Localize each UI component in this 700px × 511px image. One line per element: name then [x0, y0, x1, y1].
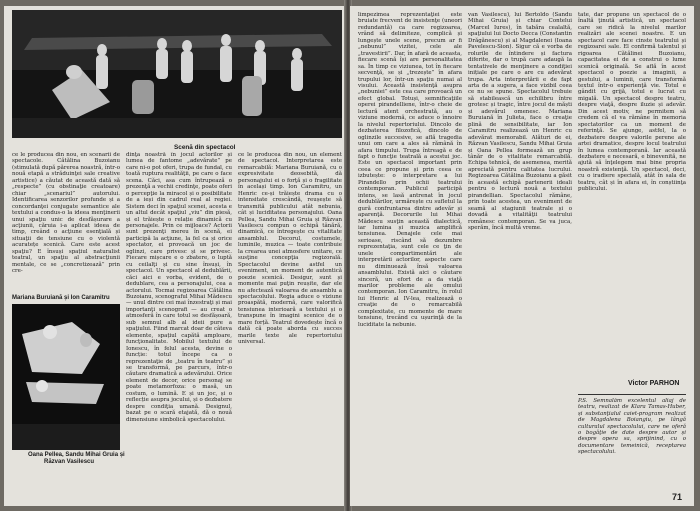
divider-rule: [578, 394, 686, 395]
stage-photo-actors: [12, 304, 120, 450]
article-column-6: tate, dar propune un spectacol de o înaltă ţinută artistică, un spectacol care se ridică la nivelul marilor realizări ale scenei noastre. E un spectacol care face cinste teatrului și regizoarei sale. El confirmă talentul și rigoarea Cătălinei Buzoianu, capacitatea ei de a construi o lume scenică originală. Se află în acest spectacol o poezie a imaginii, a gestului, a luminii, care transformă textul într-o experienţă vie. Totul e gândit cu grijă, totul e lucrat cu migală. Un spectacol despre teatru, despre viaţă, despre iluzie și adevăr. Din acest motiv, ne permitem să credem că el va rămâne în memoria spectatorilor ca un moment de referinţă. Se ajunge, astfel, la o dezbatere despre valorile perene ale artei dramatice, despre locul teatrului în lumea contemporană. Iar această dezbatere e necesară, e binevenită, ne ajută să înţelegem mai bine propria noastră existenţă. Un spectacol, deci, cu o iradiere specială, atât în sala de teatru, cât și în afara ei, în conștiinţa publicului.: [578, 12, 686, 193]
article-column-3: ce le producea din nou, un element de spectacol. Interpretarea este remarcabilă: Mariana Buruiană, cu o expresivitate deosebită, dă personajului ei o forţă și o fragilitate în același timp. Ion Caramitru, un Henric ce-și trăiește drama cu o intensitate crescândă, reușește să transmită publicului atât nebunia, cât și luciditatea personajului. Oana Pellea, Sandu Mihai Gruia și Răzvan Vasilescu compun o echipă tânără, dinamică, ce întregește cu vitalitate ansamblul. Decorul, costumele, luminile, muzica — toate contribuie la crearea unei atmosfere unitare, ce susţine concepţia regizorală. Spectacolul devine astfel un eveniment, un moment de autentică poezie scenică. Desigur, sunt și momente mai puţin reușite, dar ele nu afectează valoarea de ansamblu a spectacolului. Regia aduce o viziune proaspătă, modernă, care valorifică tensiunea interioară a textului și o transpune în imagini scenice de o mare forță. Teatrul dovedește încă o dată că poate aborda cu succes marile texte ale repertoriului universal.: [238, 152, 342, 346]
article-column-5: van Vasilescu), lui Bertoldo (Sandu Mihai Gruia) și chiar Contelui (Marcel Iures), în tabăra cealaltă, spaţiului lui Docto Decca (Constantin Drăgănescu) și al Magdalenei (Ioana Pavelescu-Sion). Sigur că e vorba de rolurile de întindere și factura diferite, dar o trupă care adaugă la tentativele de menţinere a condiţiei inițiale pe care o are cu adevărat trupa. Arta interpretării e de fapt arta de a sugera, a face vizibil ceea ce nu se spune. Spectacolul trebuie să stabilească un echilibru între grotesc și tragic, între jocul de măști și adevărul omenesc. Mariana Buruiană în Julieta, face o creaţie plină de sensibilitate, iar Ion Caramitru realizează un Henric cu adevărat memorabil. Alături de ei, Răzvan Vasilescu, Sandu Mihai Gruia și Oana Pellea formează un grup tânăr de o vitalitate remarcabilă. Echipa tehnică, de asemenea, merită apreciată pentru calitatea lucrului. Regizoarea Cătălina Buzoianu a găsit în această echipă partenerii ideali pentru o lectură nouă a textului pirandellian. Spectacolul rămâne, prin toate acestea, un eveniment de seamă al stagiunii teatrale și o dovadă a vitalităţii teatrului românesc contemporan. Se va juca, sperăm, încă multă vreme.: [468, 12, 572, 231]
photo-caption-pellea-gruia-vasilescu: [28, 452, 128, 467]
photo-caption-scene: Scenă din spectacol: [174, 144, 236, 151]
photo-caption-buruiana-caramitru: Mariana Buruiană și Ion Caramitru: [12, 295, 110, 301]
right-page: [350, 6, 694, 506]
postscript-note: P.S. Semnalăm excelentul aliaj de teatru, realizat de Klara Tamas-Huber, și substanţialul caiet-program realizat de Magdalena Boiangiu, pe lângă culturalul spectacolului, care ne oferă o bogăţie de date despre autor și despre opera sa, sprijinind, cu o documentare temeinică, receptarea spectacolului.: [578, 398, 686, 456]
caption-line-1: Oana Pellea, Sandu Mihai Gruia și: [28, 452, 125, 458]
page-number: 71: [672, 492, 683, 502]
left-page: [4, 6, 346, 506]
author-signature: Victor PARHON: [628, 380, 680, 387]
article-column-2: dinţa noastră în jocul actorilor și lumea de fantome „adevărate” pe care ni-o pot oferi, trupa de fundal, cu toată ruptura realităţii, pe care o face scena. Căci, asa cum întrupează o prezenţă a vechii credinţe, poate oferi o percepţie la miracol și o posibilitate de a ieși din cadrul real al regiei. Sistem deci în spaţiul scenei, acesta e un altul decât spaţiul „viu” din piesă, și el trăiește o relație dinamică cu personajele. Prin ce mijloace? Actorii sunt prezenţi mereu în scenă, ei participă la acţiune, la fel ca și orice spectator, ei provoacă un joc de oglinzi, care privesc și se privesc. Fiecare mișcare e o zbatere, o luptă cu ceilalţi și cu sine însuși, în spectacol. Un spectacol al dedublării, căci aici e vorba, evident, de o dedublare, cea a personajului, cea a actorului. Tocmai regizoarea Cătălina Buzoianu, scenograful Mihai Mădescu — unul dintre cei mai înzestraţi și mai importanţi scenografi — au creat o atmosferă în care totul se desfășoară, sub semnul alb al ideii pure a spaţiului. Fiind marcat doar de câteva elemente, spațiul capătă amploare, funcţionalitate. Mobilul textului de Ionescu, în felul acesta, devine o funcție: totul începe ca o reprezentaţie de „teatru în teatru” și se transformă, pe parcurs, într-o căutare dramatică a adevărului. Orice element de decor, orice personaj se poate metamorfoza: o masă, un costum, o lumină. E și un joc, și o reflecție asupra jocului, și o dezbatere despre condiţia umană. Designul, bazat pe o scară etajată, dă o nouă dimensiune simbolică spectacolului.: [126, 152, 232, 423]
stage-photo-scene: [12, 10, 342, 138]
article-column-4: limpezimea reprezentaţiei este bruiate frecvent de insistenţe (uneori redundantă) ca care regizoarea, vrând să delimiteze, complică și lungește unele scene, precum ar fi „nebunul” vizitei, cele ale „travestirii”. Dar, în afară de aceasta, fiecare scenă își are personalitatea sa. În timp ce viziunea, tot în fiecare secvenţă, se și „trezește” în afara trupului lor, într-un spaţiu numai al visului. Această insistenţă asupra „nebuniei” este cea care provoacă un efect global. Totuși, semnificaţiile operei pirandelliene, într-o cheie de lectură atent orchestrată, au o viziune modernă, ce aduce o înnoire la nivelul repertoriului. Dincolo de dezbaterea filozofică, dincolo de oglinzile succesive, se află tragedia unui om care a ales să rămână în afara timpului. Trupa întreagă e de fapt o funcţie teatrală a acestui joc. Este un spectacol important prin ceea ce propune și prin ceea ce izbutește: o interpretare a lui Pirandello prin ochii teatrului contemporan. Publicul participă intens, se lasă antrenat în jocul dedublărilor, urmărește cu sufletul la gură confruntarea dintre adevăr și aparenţă. Decorurile lui Mihai Mădescu susţin această dialectică, iar lumina și muzica amplifică tensiunea. Denajele cele mai serioase, riscând să dezumbre reprezentaţia, sunt cele ce ţin de unele compartimentări ale interpretării actorilor, aspecte care nu diminuează însă valoarea ansamblului. Există aici o căutare sinceră, un efort de a da viaţă marilor probleme ale omului contemporan. Ion Caramitru, în rolul lui Henric al IV-lea, realizează o creaţie de o remarcabilă complexitate, cu momente de mare tensiune, trecând cu ușurinţă de la luciditate la nebunie.: [358, 12, 462, 328]
article-column-1: ce le producea din nou, en scenarii de spectacole. Cătălina Buzoianu (stimulată după părerea noastră, într-o nouă etapă a străduinţei sale creative artistice) a căutat de această dată să „respecte” (cu obstinaţie creatoare) chiar „scenariul” autorului. Identificarea senzorilor profunde și a concordanţei conjugate semantice ale textului a condus-o la ideea menţinerii unui spaţiu unic de desfășurare a acţiunii, căruia i-a aplicat ideea de timp, creând o acţiune esenţială și situaţii de tensiune cu o violentă acuratețe scenică. Care este acest spaţiu? E însuși spațiul naturalist teatral, un spaţiu al abstracţiunii mentale, ce se „concretizează” prin cre-: [12, 152, 120, 275]
caption-line-2: Răzvan Vasilescu: [44, 459, 95, 466]
